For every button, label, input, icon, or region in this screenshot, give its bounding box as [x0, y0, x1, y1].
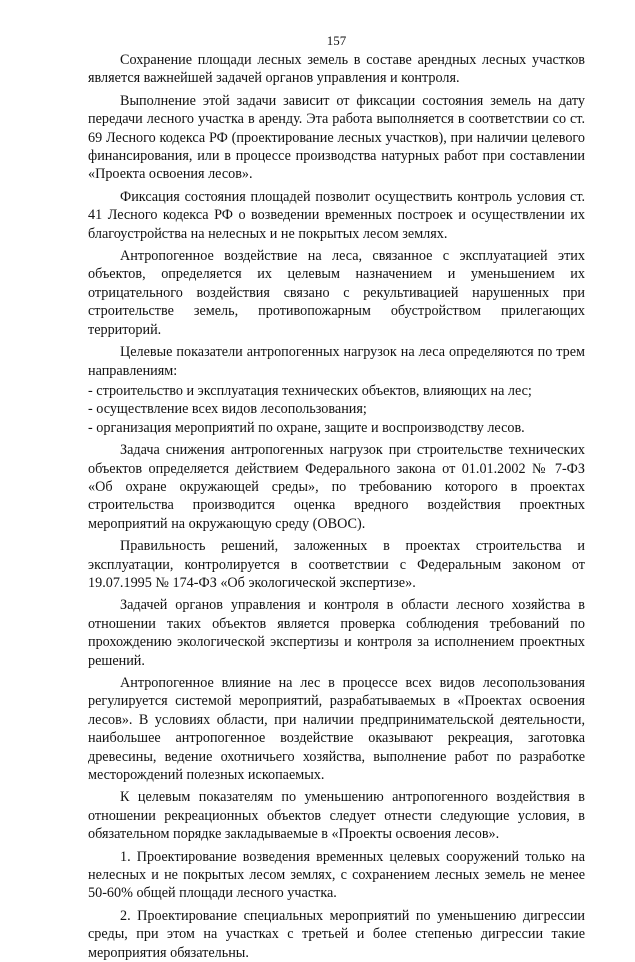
paragraph: Правильность решений, заложенных в проектах строительства и эксплуатации, контролируется в соответствии с Федеральным законом от 19.07.1995 № 174-ФЗ «Об экологической экспертизе».: [88, 538, 585, 591]
numbered-paragraph: 2. Проектирование специальных мероприятий по уменьшению дигрессии среды, при этом на участках с третьей и более степенью дигрессии такие мероприятия обязательны.: [88, 907, 585, 961]
paragraph: Антропогенное воздействие на леса, связанное с эксплуатацией этих объектов, определяется их целевым назначением и уменьшением их отрицательного воздействия связано с рекультивацией нарушенных при строительстве земель, противопожарным обустройством прилегающих территорий.: [88, 248, 585, 338]
paragraph: Фиксация состояния площадей позволит осуществить контроль условия ст. 41 Лесного кодекса РФ о возведении временных построек и осуществлении их благоустройства на нелесных и не покрытых лесом землях.: [88, 188, 585, 242]
paragraph: Целевые показатели антропогенных нагрузок на леса определяются по трем направлениям:: [88, 344, 585, 379]
list-item: - строительство и эксплуатация технических объектов, влияющих на лес;: [88, 382, 532, 399]
page-number: 157: [326, 33, 347, 48]
numbered-paragraph: 1. Проектирование возведения временных целевых сооружений только на нелесных и не покрытых лесом землях, с сохранением лесных земель не менее 50-60% общей площади лесного участка.: [88, 848, 585, 902]
paragraph: Антропогенное влияние на лес в процессе всех видов лесопользования регулируется системой мероприятий, разрабатываемых в «Проектах освоения лесов». В условиях области, при наличии предпринимательской деятельности, наибольшее антропогенное воздействие оказывают рекреация, заготовка древесины, ведение охотничьего хозяйства, выполнение работ по разработке месторождений полезных ископаемых.: [88, 675, 585, 784]
list-item: - осуществление всех видов лесопользования;: [88, 401, 367, 418]
paragraph: Задачей органов управления и контроля в области лесного хозяйства в отношении таких объектов является проверка соблюдения требований по прохождению экологической экспертизы и контроля за исполнением проектных решений.: [88, 597, 585, 669]
paragraph: К целевым показателям по уменьшению антропогенного воздействия в отношении рекреационных объектов следует отнести следующие условия, в обязательном порядке закладываемые в «Проекты освоения лесов».: [88, 789, 585, 843]
paragraph: Сохранение площади лесных земель в составе арендных лесных участков является важнейшей задачей органов управления и контроля.: [88, 52, 585, 87]
paragraph: Выполнение этой задачи зависит от фиксации состояния земель на дату передачи лесного участка в аренду. Эта работа выполняется в соответствии со ст. 69 Лесного кодекса РФ (проектирование лесных участков), при наличии целевого финансирования, или в процессе производства натурных работ при составлении «Проекта освоения лесов».: [88, 92, 585, 183]
paragraph: Задача снижения антропогенных нагрузок при строительстве технических объектов определяется действием Федерального закона от 01.01.2002 № 7-ФЗ «Об охране окружающей среды», по требованию которого в проектах строительства производится оценка вредного воздействия проектных мероприятий на окружающую среду (ОВОС).: [88, 442, 585, 532]
list-item: - организация мероприятий по охране, защите и воспроизводству лесов.: [88, 419, 525, 436]
direction-list: [88, 382, 585, 437]
